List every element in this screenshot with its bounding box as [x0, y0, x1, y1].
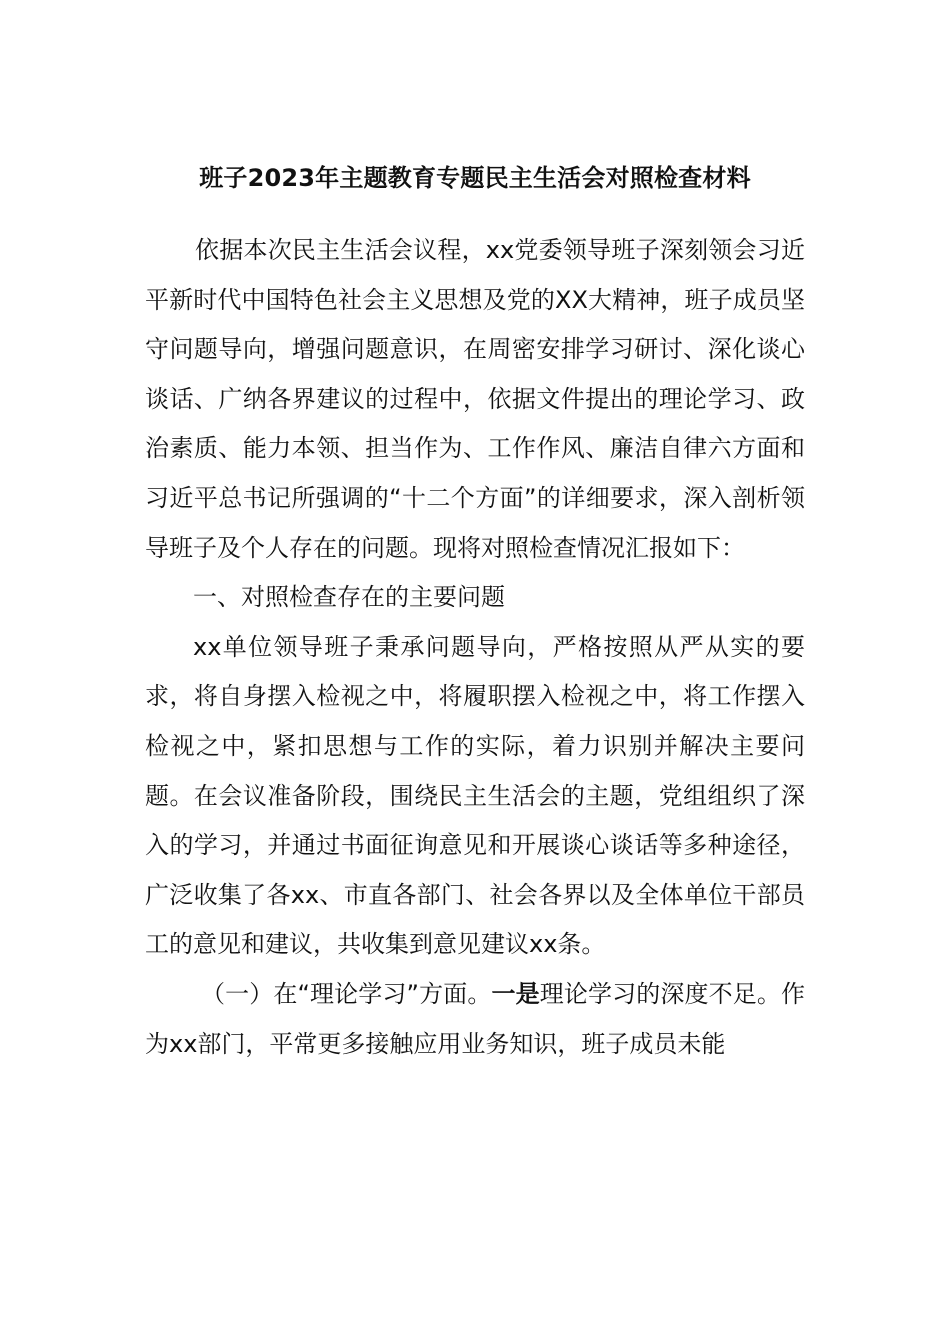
document-title: 班子2023年主题教育专题民主生活会对照检查材料 [199, 164, 751, 192]
subsection-paragraph [145, 970, 805, 1069]
intro-paragraph: 依据本次民主生活会议程，xx党委领导班子深刻领会习近平新时代中国特色社会主义思想及党的XX大精神，班子成员坚守问题导向，增强问题意识，在周密安排学习研讨、深化谈心谈话、广纳各界建议的过程中，依据文件提出的理论学习、政治素质、能力本领、担当作为、工作作风、廉洁自律六方面和习近平总书记所强调的“十二个方面”的详细要求，深入剖析领导班子及个人存在的问题。现将对照检查情况汇报如下： [145, 236, 805, 562]
subsection-bold-lead: 一是 [491, 979, 540, 1008]
document-body [145, 226, 805, 1069]
body-paragraph: xx单位领导班子秉承问题导向，严格按照从严从实的要求，将自身摆入检视之中，将履职摆入检视之中，将工作摆入检视之中，紧扣思想与工作的实际，着力识别并解决主要问题。在会议准备阶段，围绕民主生活会的主题，党组组织了深入的学习，并通过书面征询意见和开展谈心谈话等多种途径，广泛收集了各xx、市直各部门、社会各界以及全体单位干部员工的意见和建议，共收集到意见建议xx条。 [145, 632, 805, 959]
subsection-text: 理论学习的深度不足。作为xx部门，平常更多接触应用业务知识，班子成员未能 [145, 979, 805, 1058]
subsection-prefix: （一）在“理论学习”方面。 [201, 979, 492, 1008]
section-heading: 一、对照检查存在的主要问题 [193, 583, 505, 612]
